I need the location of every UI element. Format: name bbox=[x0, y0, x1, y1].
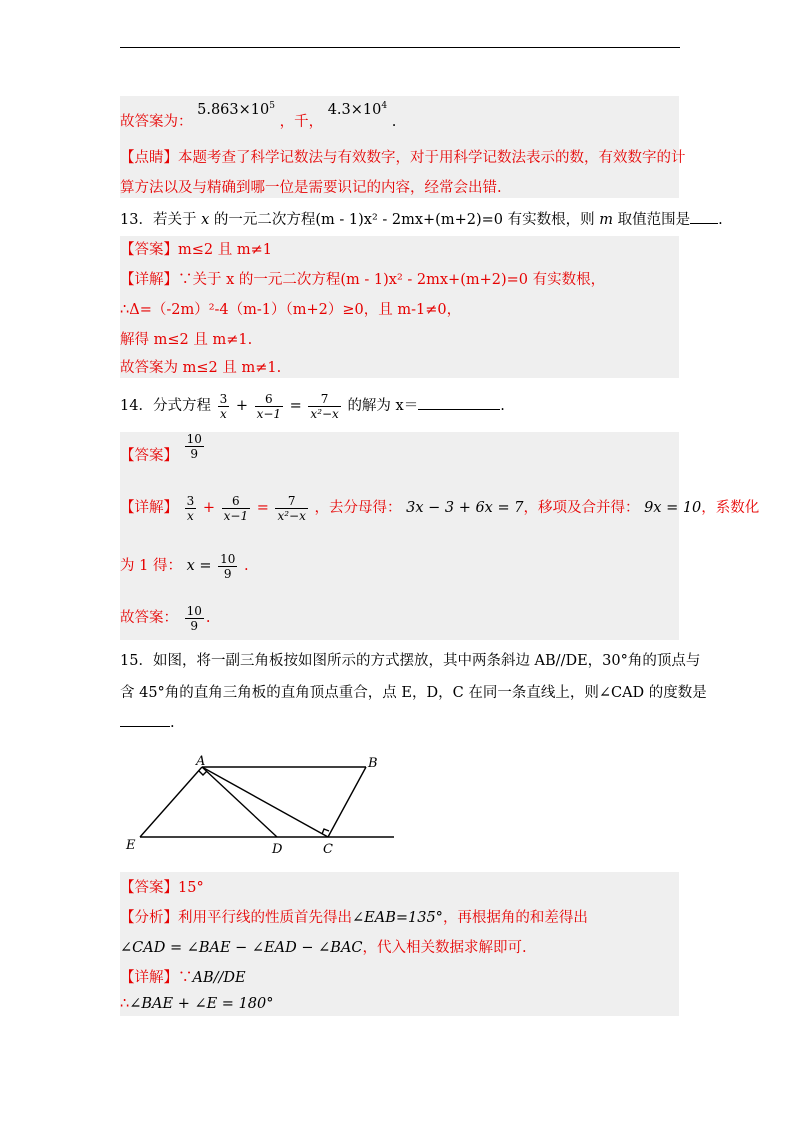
label-B: B bbox=[368, 756, 378, 771]
q15-analysis-1: 【分析】利用平行线的性质首先得出∠EAB=135°，再根据角的和差得出 bbox=[120, 910, 588, 926]
value-1: $5.863\times 10^5$ bbox=[197, 101, 275, 118]
value-2: $4.3\times 10^4$ bbox=[327, 101, 388, 118]
q13-detail-3: 解得 m≤2 且 m≠1. bbox=[120, 332, 253, 348]
answer-prefix: 故答案为： bbox=[120, 113, 193, 130]
q14-answer: 【答案】 $\frac{10}{9}$ bbox=[120, 431, 202, 464]
q13-detail-2: ∴Δ=（-2m）²-4（m-1）（m+2）≥0，且 m-1≠0， bbox=[120, 302, 462, 318]
prev-answer-line: 故答案为： $5.863\times 10^5$ ，千， $4.3\times 10^4$ . bbox=[120, 101, 397, 130]
q15-solution-block bbox=[120, 872, 679, 1016]
segment-AE bbox=[140, 767, 202, 837]
q15-detail-2: ∴∠BAE + ∠E = 180° bbox=[120, 996, 274, 1012]
fraction-3-over-x: $\frac{3}{x}$ bbox=[219, 391, 228, 421]
q15-answer: 【答案】15° bbox=[120, 880, 204, 896]
segment-BC bbox=[328, 767, 366, 837]
prev-answer-block bbox=[120, 96, 686, 198]
answer-fraction: $\frac{10}{9}$ bbox=[186, 431, 202, 461]
q15-analysis-2: ∠CAD = ∠BAE − ∠EAD − ∠BAC，代入相关数据求解即可. bbox=[120, 940, 527, 956]
question-14: 14．分式方程 $\frac{3}{x}$ + $\frac{6}{x-1}$ = $\frac{7}{\text{x²−x}}$ 的解为 x＝ . bbox=[120, 391, 505, 421]
q13-detail-4: 故答案为 m≤2 且 m≠1. bbox=[120, 360, 282, 376]
q13-answer: 【答案】m≤2 且 m≠1 bbox=[120, 242, 272, 258]
label-D: D bbox=[272, 842, 283, 857]
q13-solution-block bbox=[120, 236, 679, 378]
label-A: A bbox=[196, 754, 206, 769]
comment-line-2: 算方法以及与精确到哪一位是需要识记的内容，经常会出错. bbox=[120, 180, 502, 196]
answer-separator: ，千， bbox=[279, 113, 324, 130]
question-15-line-1: 15．如图，将一副三角板按如图所示的方式摆放，其中两条斜边 AB//DE，30°角的顶点与 bbox=[120, 653, 701, 669]
right-angle-mark-A bbox=[199, 771, 207, 775]
q15-detail-1: 【详解】∵AB//DE bbox=[120, 970, 246, 986]
header-rule bbox=[120, 47, 680, 48]
label-E: E bbox=[126, 838, 136, 853]
fraction-7-over-x2-x: $\frac{7}{\text{x²−x}}$ bbox=[310, 391, 339, 421]
right-angle-mark-C bbox=[322, 829, 329, 834]
q14-detail-2: 为 1 得： x = $\frac{10}{9}$ . bbox=[120, 551, 249, 581]
question-15-line-3: . bbox=[120, 713, 175, 733]
q14-detail-1: 【详解】 $\frac{3}{x}$ + $\frac{6}{x-1}$ = $\frac{7}{\text{x²−x}}$ ，去分母得： 3x − 3 + 6x = 7，移项及合并得： 9x = 10，系数化 bbox=[120, 493, 760, 523]
question-13: 13．若关于 x 的一元二次方程(m - 1)x² - 2mx+(m+2)=0 有实数根，则 m 取值范围是 . bbox=[120, 212, 723, 228]
triangle-figure bbox=[120, 752, 410, 860]
q14-solution-block bbox=[120, 431, 760, 640]
question-15-line-2: 含 45°角的直角三角板的直角顶点重合，点 E，D，C 在同一条直线上，则∠CAD 的度数是 bbox=[120, 685, 707, 701]
q14-final: 故答案： $\frac{10}{9}$ . bbox=[120, 603, 211, 633]
comment-line-1: 【点睛】本题考查了科学记数法与有效数字，对于用科学记数法表示的数，有效数字的计 bbox=[120, 150, 686, 166]
q13-detail-1: 【详解】∵关于 x 的一元二次方程(m - 1)x² - 2mx+(m+2)=0 有实数根， bbox=[120, 272, 606, 288]
label-C: C bbox=[323, 842, 333, 857]
fraction-6-over-x-1: $\frac{6}{x-1}$ bbox=[256, 391, 282, 421]
